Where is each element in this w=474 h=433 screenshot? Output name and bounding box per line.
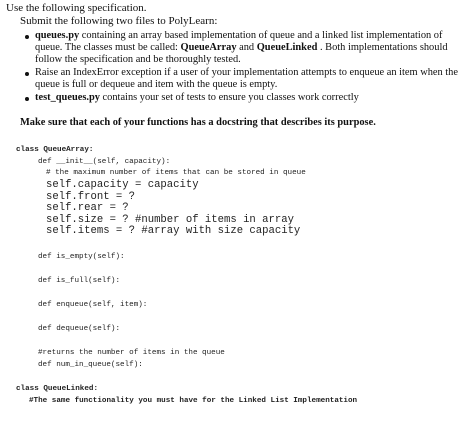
class-name-queuelinked: QueueLinked: [256, 42, 318, 53]
bullet-text: follow the specification and be thoroughly tested.: [35, 54, 241, 65]
bullet-dot-icon: [25, 35, 29, 39]
code-comment-max: # the maximum number of items that can be stored in queue: [46, 169, 306, 177]
bullet-dot-icon: [25, 72, 29, 76]
code-def-dequeue: def dequeue(self):: [38, 325, 121, 333]
code-def-enqueue: def enqueue(self, item):: [38, 301, 148, 309]
intro-line-1: Use the following specification.: [6, 2, 147, 14]
code-front: self.front = ?: [46, 190, 136, 203]
code-class-queuearray: class QueueArray:: [16, 146, 94, 154]
code-def-init: def __init__(self, capacity):: [38, 158, 171, 166]
code-capacity: self.capacity = capacity: [46, 179, 199, 191]
code-items: self.items = ? #array with size capacity: [46, 225, 301, 237]
code-def-is-full: def is_full(self):: [38, 277, 121, 285]
bullet-text: Raise an IndexError exception if a user of your implementation attempts to enqueue an item when the: [35, 67, 458, 78]
bullet-text: and: [236, 42, 257, 53]
code-class-queuelinked: class QueueLinked:: [16, 385, 99, 393]
filename-queues-py: queues.py: [35, 30, 80, 41]
code-def-is-empty: def is_empty(self):: [38, 253, 125, 261]
bullet-dot-icon: [25, 97, 29, 101]
code-returns-comment: #returns the number of items in the queue: [38, 349, 225, 357]
class-name-queuearray: QueueArray: [180, 42, 237, 53]
code-rear: self.rear = ?: [46, 202, 129, 214]
docstring-requirement: Make sure that each of your functions has a docstring that describes its purpose.: [20, 117, 376, 128]
code-size: self.size = ? #number of items in array: [46, 213, 294, 226]
code-def-num-in-queue: def num_in_queue(self):: [38, 361, 143, 369]
bullet-text: queue. The classes must be called:: [35, 42, 181, 53]
intro-line-2: Submit the following two files to PolyLearn:: [20, 15, 218, 27]
filename-test-queues-py: test_queues.py: [35, 92, 100, 103]
bullet-text: . Both implementations should: [317, 42, 448, 53]
code-linked-comment: #The same functionality you must have for the Linked List Implementation: [29, 397, 358, 405]
bullet-text: containing an array based implementation of queue and a linked list implementation of: [79, 30, 443, 41]
bullet-text: queue is full or dequeue and item with the queue is empty.: [35, 79, 278, 90]
bullet-text: contains your set of tests to ensure you classes work correctly: [99, 92, 359, 103]
